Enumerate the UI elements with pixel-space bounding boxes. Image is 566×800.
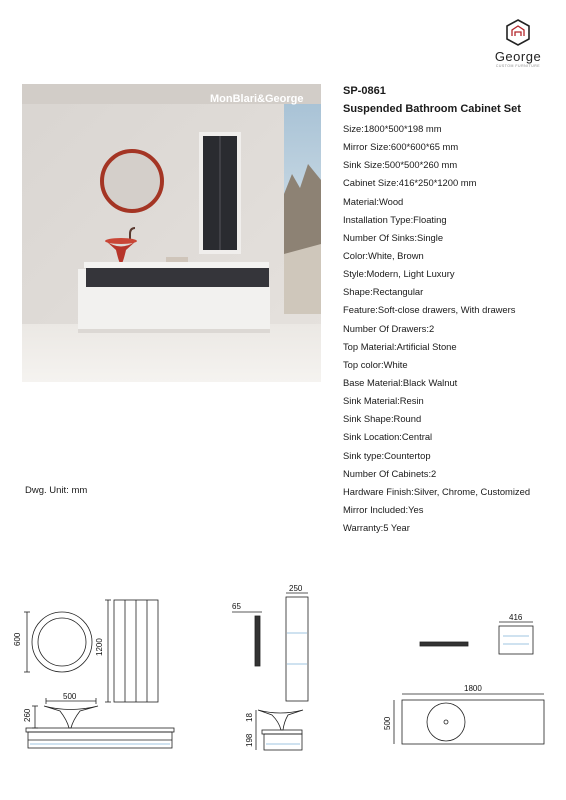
spec-item: Installation Type:Floating xyxy=(343,213,447,225)
dim-sink-height: 260 xyxy=(23,708,32,722)
dim-total-width: 1800 xyxy=(464,684,482,693)
dim-sink-width: 500 xyxy=(63,692,77,701)
logo-name: George xyxy=(494,49,542,64)
spec-item: Sink Size:500*500*260 mm xyxy=(343,159,458,171)
spec-item: Top color:White xyxy=(343,358,408,370)
spec-item: Hardware Finish:Silver, Chrome, Customized xyxy=(343,485,531,497)
spec-item: Number Of Drawers:2 xyxy=(343,322,435,334)
dim-cabinet-width: 416 xyxy=(509,613,523,622)
spec-item: Color:White, Brown xyxy=(343,249,424,261)
dim-sink-top: 18 xyxy=(245,713,254,722)
dim-mirror-height: 600 xyxy=(13,632,22,646)
product-photo xyxy=(22,84,321,382)
spec-item: Material:Wood xyxy=(343,195,404,207)
spec-list xyxy=(343,122,530,539)
spec-item: Style:Modern, Light Luxury xyxy=(343,268,455,280)
dim-cabinet-height: 1200 xyxy=(95,638,104,656)
spec-item: Size:1800*500*198 mm xyxy=(343,123,442,134)
spec-item: Base Material:Black Walnut xyxy=(343,376,458,388)
dim-mirror-depth: 65 xyxy=(232,602,241,611)
spec-item: Cabinet Size:416*250*1200 mm xyxy=(343,177,477,189)
spec-item: Sink Location:Central xyxy=(343,431,433,443)
product-code: SP-0861 xyxy=(343,85,386,97)
spec-item: Sink Shape:Round xyxy=(343,413,422,425)
spec-item: Feature:Soft-close drawers, With drawers xyxy=(343,304,516,316)
technical-drawings xyxy=(0,570,566,790)
drawing-unit-label: Dwg. Unit: mm xyxy=(25,485,88,496)
spec-item: Mirror Size:600*600*65 mm xyxy=(343,141,459,153)
spec-item: Top Material:Artificial Stone xyxy=(343,340,457,352)
spec-item: Warranty:5 Year xyxy=(343,522,410,534)
spec-item: Number Of Cabinets:2 xyxy=(343,467,437,479)
dim-base-height: 198 xyxy=(245,733,254,747)
spec-item: Sink type:Countertop xyxy=(343,449,431,461)
brand-label: MonBlari&George xyxy=(210,93,304,105)
dim-cabinet-depth: 250 xyxy=(289,584,303,593)
dim-total-depth: 500 xyxy=(383,716,392,730)
logo-tagline: CUSTOM FURNITURE xyxy=(495,64,541,68)
spec-item: Mirror Included:Yes xyxy=(343,503,424,515)
spec-item: Number Of Sinks:Single xyxy=(343,231,444,243)
spec-item: Sink Material:Resin xyxy=(343,395,424,407)
product-title: Suspended Bathroom Cabinet Set xyxy=(343,103,521,115)
spec-item: Shape:Rectangular xyxy=(343,286,424,298)
